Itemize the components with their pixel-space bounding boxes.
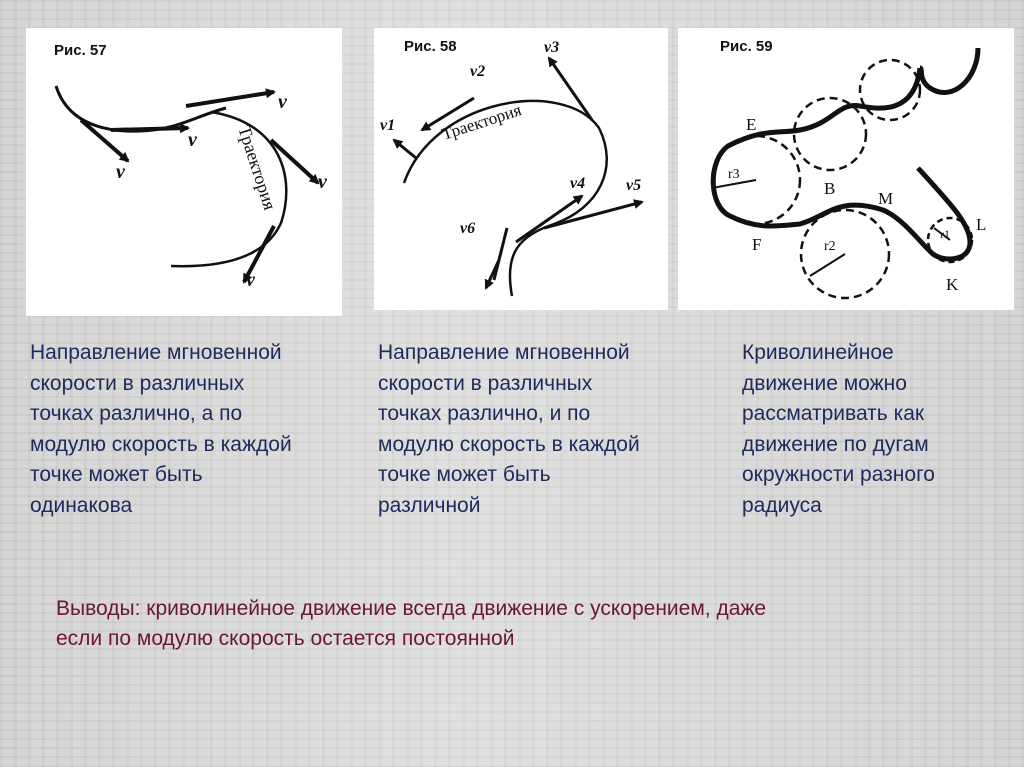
caption-line: движение можно: [742, 371, 907, 395]
velocity-label: v: [318, 171, 327, 193]
velocity-arrow: [111, 128, 188, 130]
figure-57-label: Рис. 57: [54, 42, 107, 59]
figure-58: [374, 28, 668, 310]
caption-line: Направление мгновенной: [378, 341, 630, 364]
caption-line: различной: [378, 493, 481, 517]
caption-line: одинакова: [30, 493, 133, 517]
velocity-label-v6: v6: [460, 220, 476, 237]
conclusion-line: Выводы: криволинейное движение всегда движение с ускорением, даже: [56, 597, 767, 620]
conclusion-text: [56, 594, 976, 654]
point-label-F: F: [752, 235, 762, 254]
radius-label-r3: r3: [728, 167, 740, 182]
velocity-arrow: [394, 140, 416, 158]
trajectory-label: Траектория: [234, 123, 281, 213]
caption-line: точке может быть: [378, 463, 551, 486]
conclusion-line: если по модулю скорость остается постоянной: [56, 627, 515, 650]
caption-line: точках различно, и по: [378, 402, 591, 425]
trajectory-label: Траектория: [439, 100, 524, 144]
figure-57-drawing: [26, 28, 342, 316]
circle-center: [794, 98, 866, 170]
velocity-label: v: [278, 91, 287, 113]
velocity-arrow: [81, 120, 128, 161]
caption-line: Криволинейное: [742, 341, 894, 364]
radius-label-r2: r2: [824, 239, 836, 254]
point-label-K: K: [946, 275, 959, 294]
caption-line: скорости в различных: [30, 371, 245, 395]
figure-59-drawing: [678, 28, 1014, 310]
caption-figure-57: [30, 338, 360, 521]
figure-59: [678, 28, 1014, 310]
velocity-label-v2: v2: [470, 63, 486, 80]
velocity-label-v1: v1: [380, 117, 396, 134]
trajectory-curve-left: [56, 86, 226, 131]
caption-line: модулю скорость в каждой: [378, 432, 640, 456]
radius-r2: [810, 254, 845, 276]
velocity-arrow: [544, 202, 642, 228]
caption-line: точке может быть: [30, 463, 203, 486]
caption-line: радиуса: [742, 493, 822, 517]
velocity-label-v4: v4: [570, 175, 586, 192]
point-label-E: E: [746, 115, 757, 134]
figure-59-label: Рис. 59: [720, 38, 773, 55]
caption-figure-59: [742, 338, 1012, 521]
caption-line: Направление мгновенной: [30, 341, 282, 364]
velocity-label-v5: v5: [626, 177, 642, 194]
figure-57: [26, 28, 342, 316]
velocity-arrow: [271, 140, 318, 183]
point-label-L: L: [976, 215, 987, 234]
velocity-label-v3: v3: [544, 39, 560, 56]
caption-line: точках различно, а по: [30, 402, 243, 425]
figure-58-label: Рис. 58: [404, 38, 457, 55]
caption-line: окружности разного: [742, 463, 935, 486]
radius-label-r1: r1: [940, 227, 950, 241]
caption-line: скорости в различных: [378, 371, 593, 395]
velocity-label: v: [246, 269, 255, 291]
caption-line: движение по дугам: [742, 432, 929, 456]
caption-line: рассматривать как: [742, 402, 925, 425]
caption-line: модулю скорость в каждой: [30, 432, 292, 456]
point-label-B: B: [824, 179, 836, 198]
motion-path: [713, 48, 978, 259]
velocity-arrow: [186, 92, 274, 106]
caption-figure-58: [378, 338, 718, 521]
velocity-label: v: [116, 161, 125, 183]
velocity-arrow: [549, 58, 592, 120]
figure-58-drawing: [374, 28, 668, 310]
point-label-M: M: [878, 189, 894, 208]
velocity-label: v: [188, 129, 197, 151]
